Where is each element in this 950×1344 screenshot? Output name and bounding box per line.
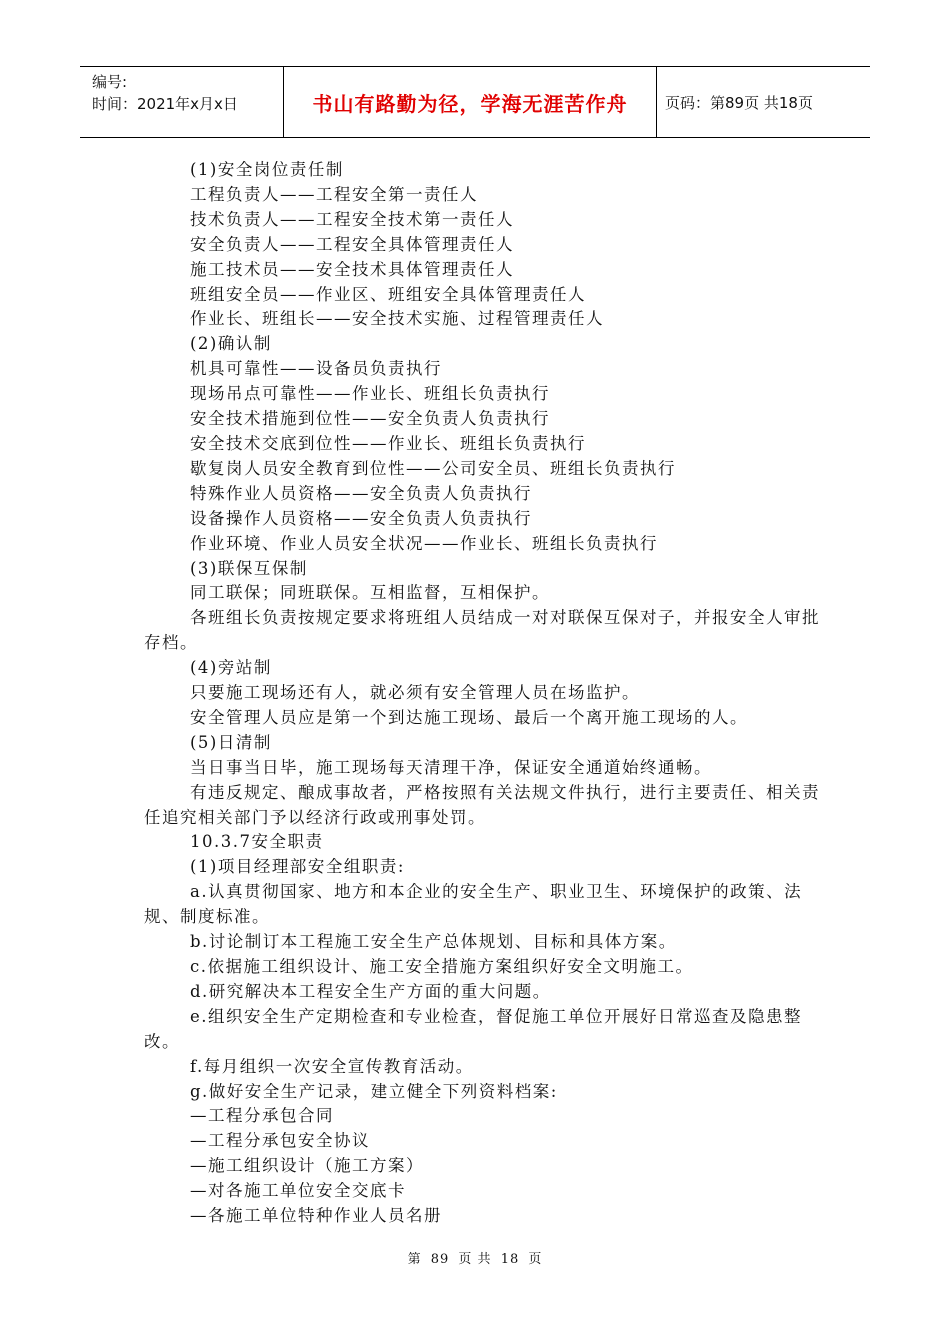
- body-paragraph: a.认真贯彻国家、地方和本企业的安全生产、职业卫生、环境保护的政策、法规、制度标准。: [144, 882, 803, 927]
- list-item: —各施工单位特种作业人员名册: [190, 1206, 442, 1226]
- list-item: —工程分承包安全协议: [190, 1131, 370, 1151]
- page-header: [80, 66, 870, 138]
- body-line: 安全负责人——工程安全具体管理责任人: [190, 234, 514, 254]
- body-line: 作业长、班组长——安全技术实施、过程管理责任人: [190, 309, 604, 329]
- section-heading: (3)联保互保制: [190, 558, 308, 578]
- footer-page-number: 89: [430, 1252, 450, 1267]
- footer-total-pages: 18: [500, 1252, 520, 1267]
- body-paragraph: 各班组长负责按规定要求将班组人员结成一对对联保互保对子，并报安全人审批存档。: [144, 608, 820, 653]
- list-item: —工程分承包合同: [190, 1106, 334, 1126]
- body-line: 班组安全员——作业区、班组安全具体管理责任人: [190, 284, 586, 304]
- body-line: d.研究解决本工程安全生产方面的重大问题。: [190, 981, 551, 1001]
- body-line: 作业环境、作业人员安全状况——作业长、班组长负责执行: [190, 533, 658, 553]
- body-line: 工程负责人——工程安全第一责任人: [190, 184, 478, 204]
- body-line: 安全技术措施到位性——安全负责人负责执行: [190, 409, 550, 429]
- footer-mid: 页 共: [458, 1252, 492, 1267]
- body-line: 技术负责人——工程安全技术第一责任人: [190, 209, 514, 229]
- header-motto: 书山有路勤为径，学海无涯苦作舟: [284, 67, 657, 137]
- body-line: g.做好安全生产记录，建立健全下列资料档案:: [190, 1081, 558, 1101]
- body-line: 设备操作人员资格——安全负责人负责执行: [190, 508, 532, 528]
- body-line: 机具可靠性——设备员负责执行: [190, 359, 442, 379]
- body-line: 歇复岗人员安全教育到位性——公司安全员、班组长负责执行: [190, 458, 676, 478]
- body-line: 安全技术交底到位性——作业长、班组长负责执行: [190, 433, 586, 453]
- body-line: b.讨论制订本工程施工安全生产总体规划、目标和具体方案。: [190, 932, 677, 952]
- list-item: —施工组织设计（施工方案）: [190, 1156, 424, 1176]
- body-line: 当日事当日毕，施工现场每天清理干净，保证安全通道始终通畅。: [190, 757, 712, 777]
- section-heading: (2)确认制: [190, 334, 272, 354]
- body-line: 施工技术员——安全技术具体管理责任人: [190, 259, 514, 279]
- page-footer: [0, 1248, 950, 1267]
- body-line: 同工联保；同班联保。互相监督，互相保护。: [190, 583, 550, 603]
- body-line: c.依据施工组织设计、施工安全措施方案组织好安全文明施工。: [190, 957, 694, 976]
- section-heading: (4)旁站制: [190, 658, 272, 678]
- body-line: 安全管理人员应是第一个到达施工现场、最后一个离开施工现场的人。: [190, 707, 748, 727]
- header-page-info: 页码：第89页 共18页: [665, 93, 813, 112]
- body-line: 特殊作业人员资格——安全负责人负责执行: [190, 483, 532, 503]
- header-meta: [80, 67, 284, 137]
- footer-prefix: 第: [407, 1252, 422, 1267]
- body-paragraph: e.组织安全生产定期检查和专业检查，督促施工单位开展好日常巡查及隐患整改。: [144, 1006, 803, 1051]
- document-number-label: 编号:: [92, 73, 128, 91]
- document-time: 时间：2021年x月x日: [92, 95, 238, 113]
- body-paragraph: 有违反规定、酿成事故者，严格按照有关法规文件执行，进行主要责任、相关责任追究相关部门予以经济行政或刑事处罚。: [144, 782, 820, 827]
- section-heading: (5)日清制: [190, 732, 272, 752]
- body-line: f.每月组织一次安全宣传教育活动。: [190, 1056, 474, 1076]
- body-line: 只要施工现场还有人，就必须有安全管理人员在场监护。: [190, 683, 640, 703]
- section-heading: 10.3.7安全职责: [190, 832, 324, 852]
- list-item: —对各施工单位安全交底卡: [190, 1181, 406, 1201]
- section-heading: (1)项目经理部安全组职责:: [190, 857, 405, 877]
- section-heading: (1)安全岗位责任制: [190, 160, 344, 179]
- document-body: [144, 158, 824, 1229]
- body-line: 现场吊点可靠性——作业长、班组长负责执行: [190, 384, 550, 404]
- footer-suffix: 页: [528, 1252, 543, 1267]
